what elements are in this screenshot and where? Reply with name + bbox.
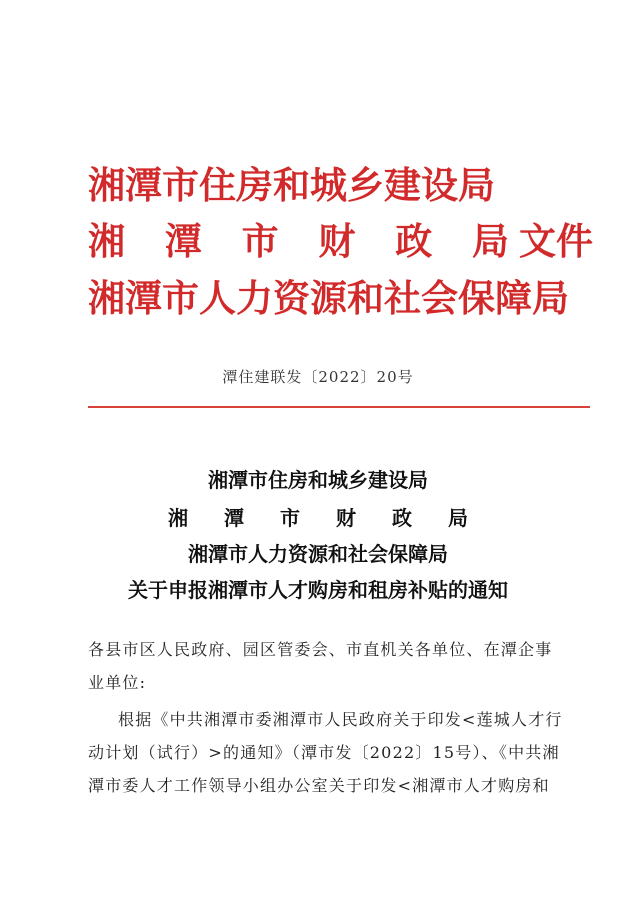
title-char: 局 bbox=[448, 506, 468, 530]
title-line-housing-bureau: 湘潭市住房和城乡建设局 bbox=[208, 468, 428, 492]
title-char: 市 bbox=[280, 506, 300, 530]
title-char: 政 bbox=[392, 506, 412, 530]
issuer-char: 市 bbox=[241, 219, 279, 263]
paragraph-line-3: 潭市委人才工作领导小组办公室关于印发<湘潭市人才购房和 bbox=[88, 776, 550, 795]
title-char: 湘 bbox=[168, 506, 188, 530]
issuer-char: 财 bbox=[318, 219, 356, 263]
issuer-char: 湘 bbox=[88, 219, 125, 263]
title-line-finance-bureau bbox=[0, 504, 636, 532]
issuer-line-housing-bureau: 湘潭市住房和城乡建设局 bbox=[88, 163, 495, 207]
addressee-line-1: 各县市区人民政府、园区管委会、市直机关各单位、在潭企事 bbox=[88, 640, 553, 659]
issuer-finance-spaced-name bbox=[88, 219, 519, 263]
issuer-char: 局 bbox=[471, 219, 509, 263]
title-char: 潭 bbox=[224, 506, 244, 530]
issuer-char: 潭 bbox=[164, 219, 202, 263]
issuer-line-finance-bureau bbox=[88, 219, 593, 263]
addressee-line-2: 业单位: bbox=[88, 673, 147, 692]
paragraph-line-1: 根据《中共湘潭市委湘潭市人民政府关于印发<莲城人才行 bbox=[118, 710, 563, 729]
document-title: 关于申报湘潭市人才购房和租房补贴的通知 bbox=[128, 578, 508, 602]
title-char: 财 bbox=[336, 506, 356, 530]
issuer-char: 政 bbox=[395, 219, 433, 263]
issuer-line-hr-bureau: 湘潭市人力资源和社会保障局 bbox=[88, 276, 569, 320]
title-line-hr-bureau: 湘潭市人力资源和社会保障局 bbox=[188, 542, 448, 566]
red-divider-line bbox=[88, 406, 590, 408]
paragraph-line-2: 动计划（试行）>的通知》（潭市发〔2022〕15号）、《中共湘 bbox=[88, 743, 560, 762]
document-number: 潭住建联发〔2022〕20号 bbox=[222, 368, 414, 386]
document-suffix: 文件 bbox=[519, 219, 593, 263]
